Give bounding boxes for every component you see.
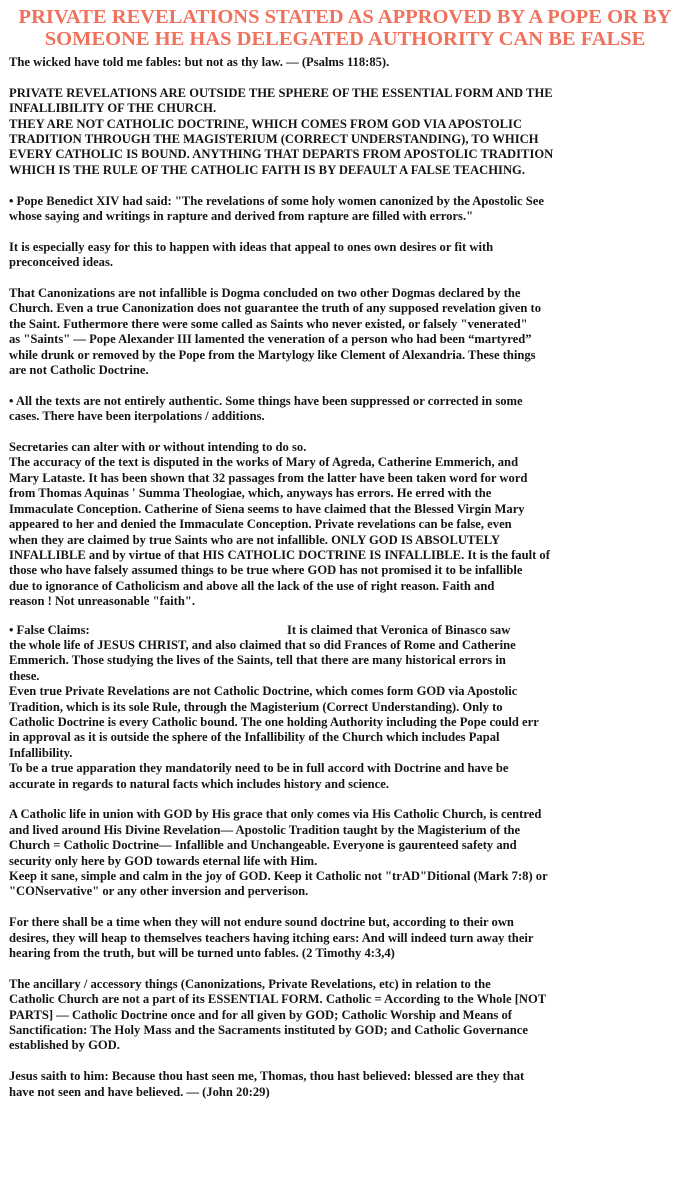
text-line: Secretaries can alter with or without intending to do so. <box>9 440 307 455</box>
document-body <box>9 55 681 1100</box>
text-line: PARTS] — Catholic Doctrine once and for all given by GOD; Catholic Worship and Means of <box>9 1007 512 1022</box>
text-line: • All the texts are not entirely authentic. Some things have been suppressed or corrected in some <box>9 393 523 408</box>
timothy-quote <box>9 915 681 961</box>
text-line: Tradition, which is its sole Rule, through the Magisterium (Correct Understanding). Only to <box>9 699 503 714</box>
text-line: Even true Private Revelations are not Catholic Doctrine, which comes form GOD via Apostolic <box>9 684 518 699</box>
text-line: reason ! Not unreasonable "faith". <box>9 594 195 608</box>
text-line: Immaculate Conception. Catherine of Siena seems to have claimed that the Blessed Virgin Mary <box>9 501 525 516</box>
text-line: accurate in regards to natural facts which includes history and science. <box>9 776 390 791</box>
text-line: Mary Lataste. It has been shown that 32 passages from the latter have been taken word for word <box>9 470 528 485</box>
secretaries-paragraph <box>9 440 681 607</box>
text-line: That Canonizations are not infallible is Dogma concluded on two other Dogmas declared by the <box>9 286 521 301</box>
text-line: PRIVATE REVELATIONS ARE OUTSIDE THE SPHERE OF THE ESSENTIAL FORM AND THE <box>9 85 553 100</box>
desires-paragraph <box>9 240 681 271</box>
text-line: Jesus saith to him: Because thou hast seen me, Thomas, thou hast believed: blessed are they that <box>9 1069 525 1084</box>
text-line: desires, they will heap to themselves teachers having itching ears: And will indeed turn away their <box>9 930 534 945</box>
text-line: Catholic Doctrine is every Catholic bound. The one holding Authority including the Pope could err <box>9 714 539 729</box>
text-line: in approval as it is outside the sphere of the Infallibility of the Church which includes Papal <box>9 730 500 745</box>
text-line: Emmerich. Those studying the lives of the Saints, tell that there are many historical errors in <box>9 653 506 668</box>
text-line: when they are claimed by true Saints who are not infallible. ONLY GOD IS ABSOLUTELY <box>9 532 501 547</box>
text-line: these. <box>9 668 40 683</box>
text-line: hearing from the truth, but will be turned unto fables. (2 Timothy 4:3,4) <box>9 946 395 961</box>
catholic-life-paragraph <box>9 807 681 899</box>
text-line: whose saying and writings in rapture and derived from rapture are filled with errors." <box>9 209 474 224</box>
title-line-2: SOMEONE HE HAS DELEGATED AUTHORITY CAN BE FALSE <box>44 28 646 50</box>
text-line: from Thomas Aquinas ' Summa Theologiae, which, anyways has errors. He erred with the <box>9 486 492 501</box>
text-line: are not Catholic Doctrine. <box>9 363 149 378</box>
text-line: while drunk or removed by the Pope from the Martylogy like Clement of Alexandria. These things <box>9 347 536 362</box>
text-line: It is especially easy for this to happen with ideas that appeal to ones own desires or fit with <box>9 239 494 254</box>
authenticity-paragraph <box>9 394 681 425</box>
text-line: established by GOD. <box>9 1038 120 1053</box>
text-line: Church. Even a true Canonization does not guarantee the truth of any supposed revelation given to <box>9 301 541 316</box>
text-line: Infallibility. <box>9 745 73 760</box>
text-line: and lived around His Divine Revelation— Apostolic Tradition taught by the Magisterium of the <box>9 822 521 837</box>
text-line: For there shall be a time when they will not endure sound doctrine but, according to their own <box>9 915 514 930</box>
text-line: as "Saints" — Pope Alexander III lamented the veneration of a person who had been “martyred” <box>9 332 532 347</box>
text-line: INFALLIBILITY OF THE CHURCH. <box>9 101 217 116</box>
benedict-quote <box>9 194 681 225</box>
false-claims-label: • False Claims: <box>9 622 90 637</box>
canonizations-paragraph <box>9 286 681 378</box>
private-revelations-statement <box>9 86 681 178</box>
text-line: Church = Catholic Doctrine— Infallible and Unchangeable. Everyone is gaurenteed safety and <box>9 838 517 853</box>
text-line: due to ignorance of Catholicism and above all the lack of the use of right reason. Faith and <box>9 578 495 593</box>
text-line: the Saint. Futhermore there were some called as Saints who never existed, or falsely "venerated" <box>9 316 528 331</box>
text-line: appeared to her and denied the Immaculate Conception. Private revelations can be false, even <box>9 517 512 532</box>
text-line: Catholic Church are not a part of its ESSENTIAL FORM. Catholic = According to the Whole [NOT <box>9 992 547 1007</box>
text-line: cases. There have been iterpolations / additions. <box>9 409 265 424</box>
text-line: TRADITION THROUGH THE MAGISTERIUM (CORRECT UNDERSTANDING), TO WHICH <box>9 132 539 147</box>
false-claims-first-line: It is claimed that Veronica of Binasco saw <box>287 622 511 637</box>
text-line: Sanctification: The Holy Mass and the Sacraments instituted by GOD; and Catholic Governance <box>9 1023 528 1038</box>
text-line: the whole life of JESUS CHRIST, and also claimed that so did Frances of Rome and Catherine <box>9 637 516 652</box>
page-title <box>9 6 681 50</box>
text-line: have not seen and have believed. — (John 20:29) <box>9 1084 270 1099</box>
text-line: WHICH IS THE RULE OF THE CATHOLIC FAITH IS BY DEFAULT A FALSE TEACHING. <box>9 162 526 177</box>
psalm-quote <box>9 55 681 70</box>
text-line: EVERY CATHOLIC IS BOUND. ANYTHING THAT DEPARTS FROM APOSTOLIC TRADITION <box>9 147 554 162</box>
text-line: security only here by GOD towards eternal life with Him. <box>9 853 318 868</box>
text-line: The accuracy of the text is disputed in the works of Mary of Agreda, Catherine Emmerich, and <box>9 455 519 470</box>
text-line: Keep it sane, simple and calm in the joy of GOD. Keep it Catholic not "trAD"Ditional (Mark 7:8) or <box>9 869 548 883</box>
text-line: • Pope Benedict XIV had said: "The revelations of some holy women canonized by the Apostolic See <box>9 193 544 208</box>
john-quote <box>9 1069 681 1100</box>
text-line: THEY ARE NOT CATHOLIC DOCTRINE, WHICH COMES FROM GOD VIA APOSTOLIC <box>9 116 523 131</box>
text-line: The wicked have told me fables: but not as thy law. — (Psalms 118:85). <box>9 55 390 69</box>
text-line: those who have falsely assumed things to be true where GOD has not promised it to be infallible <box>9 563 523 578</box>
text-line: To be a true apparation they mandatorily need to be in full accord with Doctrine and have be <box>9 761 509 776</box>
text-line <box>9 623 681 638</box>
text-line: preconceived ideas. <box>9 255 114 270</box>
text-line: "CONservative" or any other inversion and perverison. <box>9 884 309 899</box>
text-line: INFALLIBLE and by virtue of that HIS CATHOLIC DOCTRINE IS INFALLIBLE. It is the fault of <box>9 547 550 562</box>
false-claims-paragraph <box>9 623 681 792</box>
text-line: A Catholic life in union with GOD by His grace that only comes via His Catholic Church, is centred <box>9 807 542 822</box>
essential-form-paragraph <box>9 977 681 1054</box>
text-line: The ancillary / accessory things (Canonizations, Private Revelations, etc) in relation to the <box>9 976 491 991</box>
title-line-1: PRIVATE REVELATIONS STATED AS APPROVED BY A POPE OR BY <box>18 6 672 28</box>
